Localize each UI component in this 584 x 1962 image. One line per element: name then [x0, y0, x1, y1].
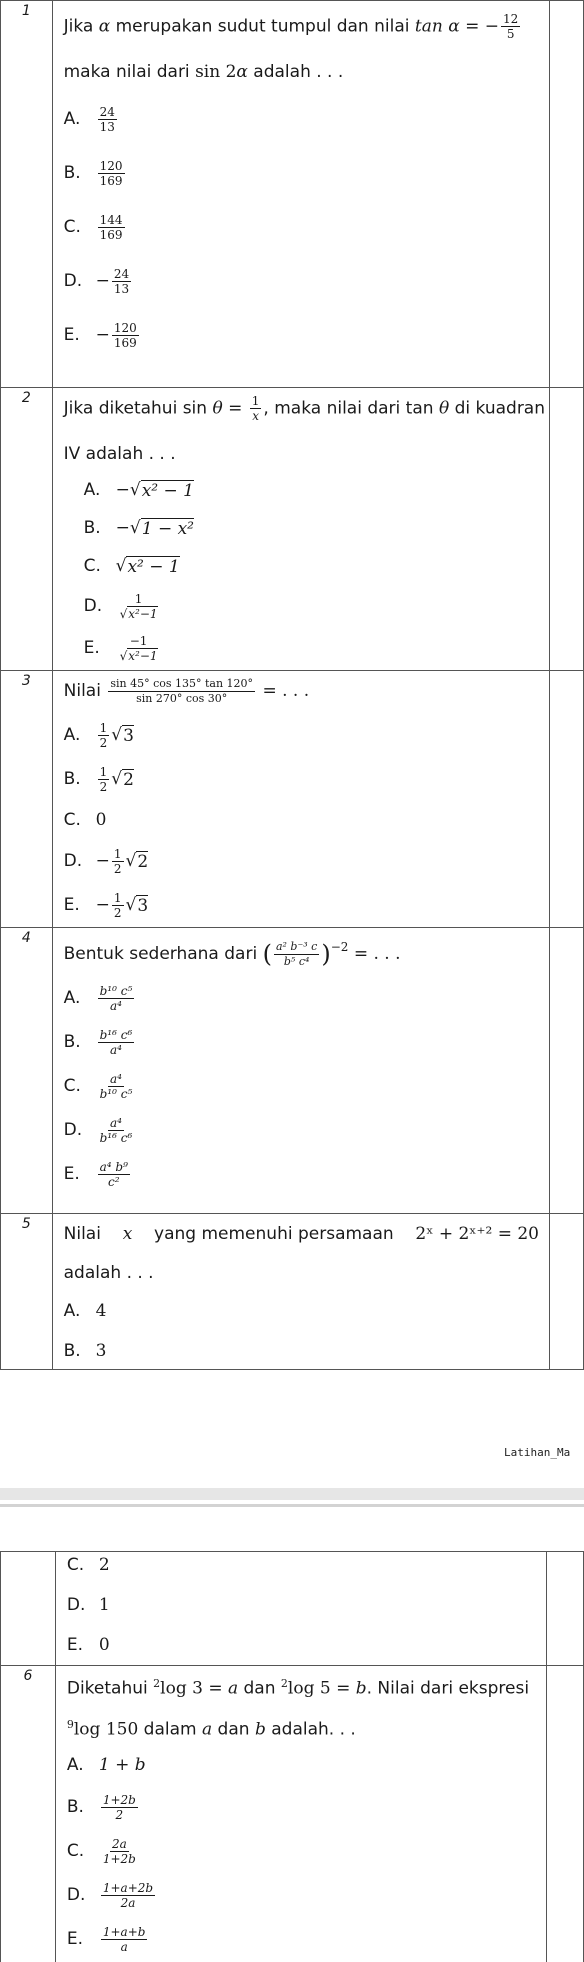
page-footer-label: Latihan_Ma — [504, 1446, 571, 1459]
answer-option-c[interactable]: C. 2 — [66, 1555, 110, 1575]
answer-option-e[interactable]: E. − $\frac{1}{2}$ √ 3 — [63, 890, 149, 920]
answer-option-e[interactable]: E. $\frac{-1}{\text{√x²−1}}$ — [83, 633, 158, 663]
question-number: 5 — [1, 1214, 53, 1370]
question-content — [52, 671, 549, 928]
answer-option-e[interactable]: E. $\frac{1+a+b}{a}$ — [66, 1924, 146, 1954]
answer-option-a[interactable]: A. $\frac{24}{13}$ — [63, 104, 115, 134]
question-number: 1 — [1, 1, 53, 388]
question-content — [52, 388, 549, 671]
question-text: adalah . . . — [63, 1263, 154, 1283]
page-separator — [0, 1488, 584, 1500]
answer-option-c[interactable]: C. √ x² − 1 — [83, 556, 180, 577]
fraction: $\frac{12}{5}$ — [503, 12, 519, 41]
question-row-3 — [1, 671, 584, 928]
answer-option-c[interactable]: C. $\frac{\text{a⁴}}{\text{b¹⁰ c⁵}}$ — [63, 1071, 133, 1101]
empty-cell — [550, 1, 584, 388]
question-content — [52, 1, 549, 388]
answer-option-c[interactable]: C. $\frac{2a}{1+2b}$ — [66, 1836, 136, 1866]
empty-cell — [550, 1214, 584, 1370]
question-row-6 — [1, 1666, 584, 1962]
page-separator-line — [0, 1504, 584, 1507]
answer-option-a[interactable]: A. 1 + b — [66, 1755, 146, 1776]
question-text: maka nilai dari sin 2α adalah . . . — [63, 62, 344, 82]
question-row-5-continued — [1, 1552, 584, 1666]
answer-option-b[interactable]: B. $\frac{\text{b¹⁶ c⁶}}{\text{a⁴}}$ — [63, 1027, 133, 1057]
question-text: Nilai x yang memenuhi persamaan 2ˣ + 2ˣ⁺² = 20 — [63, 1224, 539, 1244]
answer-option-b[interactable]: B. $\frac{1+2b}{2}$ — [66, 1792, 136, 1822]
answer-option-b[interactable]: B. − √ 1 − x² — [83, 518, 194, 539]
question-text: IV adalah . . . — [63, 444, 176, 464]
empty-cell — [550, 928, 584, 1214]
empty-cell — [547, 1552, 584, 1666]
answer-option-d[interactable]: D. 1 — [66, 1595, 110, 1615]
question-text: Bentuk sederhana dari ( $\frac{\text{a² b⁻³ c}}{\text{b⁵ c⁴}}$ ) $^{-2}$ = . . . — [63, 939, 401, 968]
question-number: 4 — [1, 928, 53, 1214]
question-content — [52, 928, 549, 1214]
answer-option-d[interactable]: D. $\frac{1+a+2b}{2a}$ — [66, 1880, 154, 1910]
answer-option-c[interactable]: C. $\frac{144}{169}$ — [63, 212, 123, 242]
answer-option-b[interactable]: B. $\frac{120}{169}$ — [63, 158, 123, 188]
question-number: 3 — [1, 671, 53, 928]
answer-option-a[interactable]: A. $\frac{\text{b¹⁰ c⁵}}{\text{a⁴}}$ — [63, 983, 133, 1013]
answer-option-d[interactable]: D. − $\frac{1}{2}$ √ 2 — [63, 846, 149, 876]
answer-option-a[interactable]: A. 4 — [63, 1301, 107, 1321]
answer-option-d[interactable]: D. $\frac{\text{a⁴}}{\text{b¹⁶ c⁶}}$ — [63, 1115, 133, 1145]
question-number — [1, 1552, 56, 1666]
question-row-2 — [1, 388, 584, 671]
question-row-5 — [1, 1214, 584, 1370]
question-text: Diketahui $^2$log 3 = a dan $^2$log 5 = b. Nilai dari ekspresi — [66, 1677, 530, 1699]
answer-option-b[interactable]: B. 3 — [63, 1341, 107, 1361]
question-content — [55, 1666, 547, 1962]
answer-option-c[interactable]: C. 0 — [63, 810, 107, 830]
question-row-4 — [1, 928, 584, 1214]
question-number: 2 — [1, 388, 53, 671]
empty-cell — [547, 1666, 584, 1962]
empty-cell — [550, 388, 584, 671]
answer-option-d[interactable]: D. $\frac{1}{\text{√x²−1}}$ — [83, 591, 158, 621]
question-row-1 — [1, 1, 584, 388]
answer-option-a[interactable]: A. − √ x² − 1 — [83, 480, 194, 501]
question-text: Nilai $\frac{\sin 45^\circ \cos 135^\circ \tan 120^\circ}{\sin 270^\circ \cos 30^\circ}$ = . . . — [63, 676, 310, 705]
answer-option-e[interactable]: E. 0 — [66, 1635, 110, 1655]
page-2 — [0, 1551, 584, 1962]
question-text: Jika diketahui sin θ = $\frac{1}{x}$ , maka nilai dari tan θ di kuadran — [63, 394, 545, 423]
question-content — [55, 1552, 547, 1666]
question-content — [52, 1214, 549, 1370]
answer-option-d[interactable]: D. − $\frac{24}{13}$ — [63, 266, 130, 296]
question-text: $^9$log 150 dalam a dan b adalah. . . — [66, 1717, 356, 1740]
answer-option-a[interactable]: A. $\frac{1}{2}$ √ 3 — [63, 720, 134, 750]
question-table-page-2 — [0, 1551, 584, 1962]
answer-option-e[interactable]: E. − $\frac{120}{169}$ — [63, 320, 137, 350]
question-number: 6 — [1, 1666, 56, 1962]
answer-option-e[interactable]: E. $\frac{\text{a⁴ b⁹}}{\text{c²}}$ — [63, 1159, 128, 1189]
question-text: Jika α merupakan sudut tumpul dan nilai tan α = − $\frac{12}{5}$ — [63, 12, 519, 41]
answer-option-b[interactable]: B. $\frac{1}{2}$ √ 2 — [63, 764, 134, 794]
empty-cell — [550, 671, 584, 928]
